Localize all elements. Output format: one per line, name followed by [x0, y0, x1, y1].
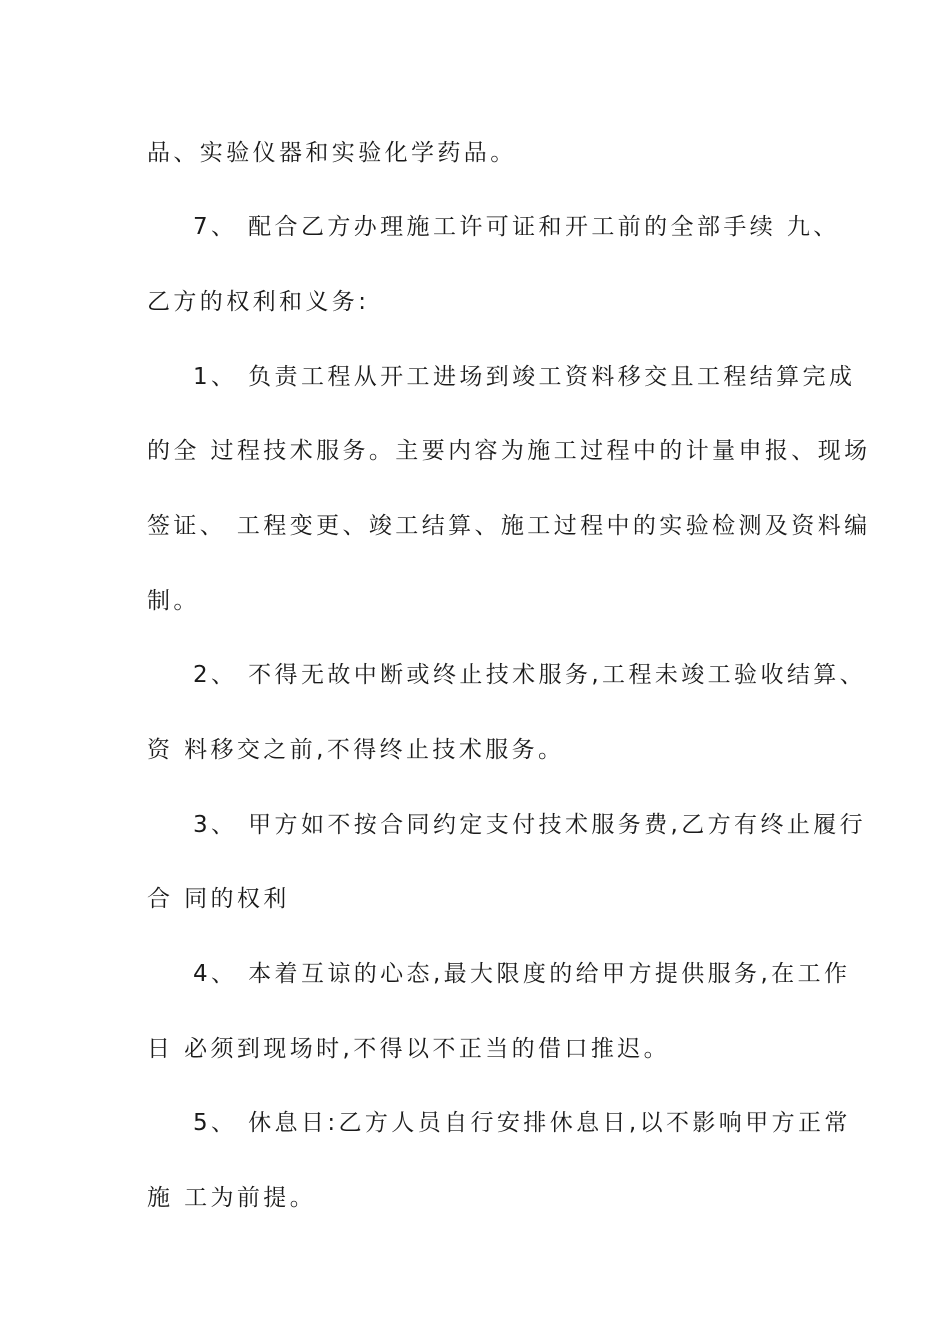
- text-line: 资 料移交之前,不得终止技术服务。: [147, 737, 565, 763]
- text-line: 品、实验仪器和实验化学药品。: [147, 140, 517, 166]
- text-line: 制。: [147, 588, 200, 614]
- text-line: 4、 本着互谅的心态,最大限度的给甲方提供服务,在工作: [193, 961, 851, 987]
- text-line: 1、 负责工程从开工进场到竣工资料移交且工程结算完成: [193, 364, 856, 390]
- text-line: 施 工为前提。: [147, 1185, 317, 1211]
- text-line: 签证、 工程变更、竣工结算、施工过程中的实验检测及资料编: [147, 513, 871, 539]
- text-line: 7、 配合乙方办理施工许可证和开工前的全部手续 九、: [193, 214, 840, 240]
- text-line: 日 必须到现场时,不得以不正当的借口推迟。: [147, 1036, 671, 1062]
- text-line: 2、 不得无故中断或终止技术服务,工程未竣工验收结算、: [193, 662, 867, 688]
- text-line: 乙方的权利和义务:: [147, 289, 370, 315]
- text-line: 的全 过程技术服务。主要内容为施工过程中的计量申报、现场: [147, 438, 871, 464]
- text-line: 5、 休息日:乙方人员自行安排休息日,以不影响甲方正常: [193, 1110, 851, 1136]
- text-line: 合 同的权利: [147, 886, 290, 912]
- text-line: 3、 甲方如不按合同约定支付技术服务费,乙方有终止履行: [193, 812, 867, 838]
